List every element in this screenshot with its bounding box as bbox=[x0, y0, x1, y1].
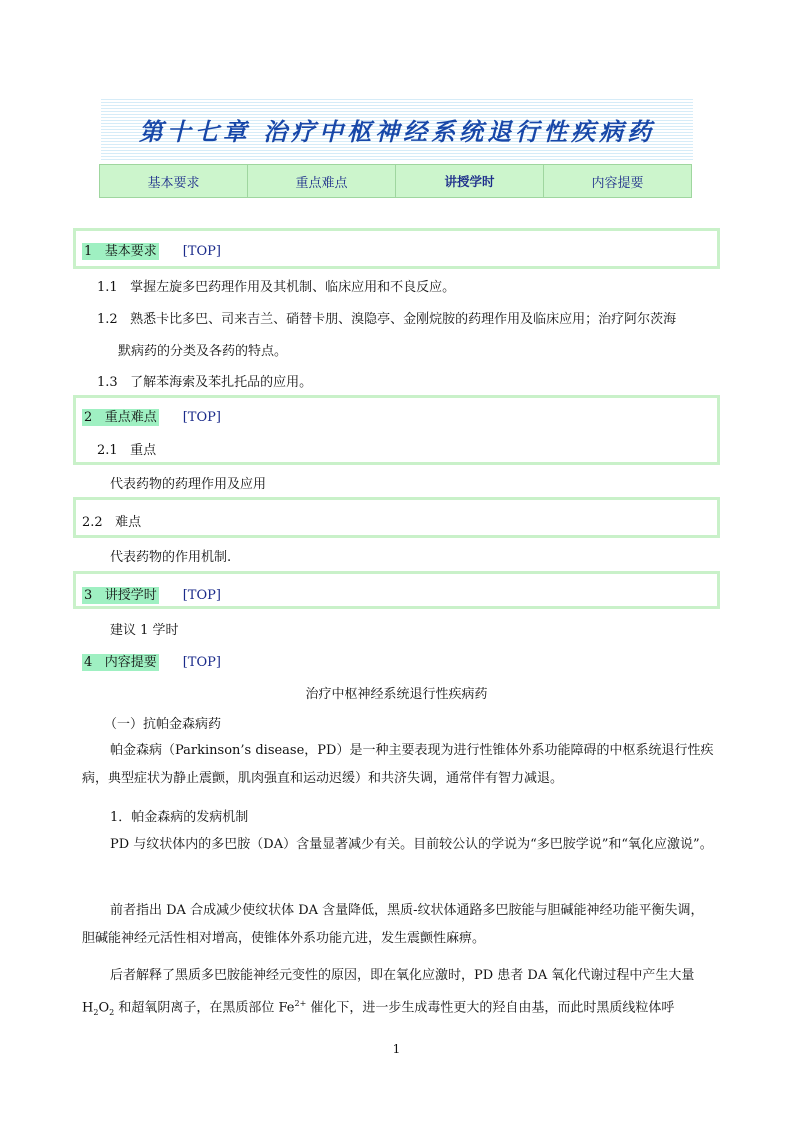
subscript: 2 bbox=[109, 1007, 115, 1017]
subscript: 2 bbox=[93, 1007, 99, 1017]
nav-tabs bbox=[99, 164, 692, 198]
section-3-number: 3 bbox=[84, 588, 93, 603]
content-title: 治疗中枢神经系统退行性疾病药 bbox=[305, 687, 488, 702]
section-1-heading bbox=[82, 240, 221, 259]
section-4-number: 4 bbox=[84, 655, 93, 670]
superscript: 2+ bbox=[294, 999, 307, 1008]
paragraph-4 bbox=[82, 962, 714, 1027]
subsection-2-2-box bbox=[73, 497, 720, 538]
item-number: 1.2 bbox=[97, 312, 118, 327]
item-text: 了解苯海索及苯扎托品的应用。 bbox=[130, 375, 313, 390]
body-text: 帕金森病（Parkinson’s disease，PD）是一种主要表现为进行性锥体外系功能障碍的中枢系统退行性疾病，典型症状为静止震颤，肌肉强直和运动迟缓）和共济失调，通常伴有智力减退。 bbox=[82, 743, 714, 786]
tab-lecture-hours[interactable]: 讲授学时 bbox=[395, 165, 543, 197]
item-1-2 bbox=[97, 308, 676, 327]
body-text: PD 与纹状体内的多巴胺（DA）含量显著减少有关。目前较公认的学说为“多巴胺学说”和“氧化应激说”。 bbox=[110, 837, 713, 852]
item-1-3 bbox=[97, 371, 312, 390]
section-2-heading bbox=[82, 406, 221, 425]
body-text: 代表药物的药理作用及应用 bbox=[110, 477, 267, 492]
subsection-2-2-text bbox=[110, 546, 231, 565]
subsection-label: 难点 bbox=[115, 515, 142, 530]
subsection-label: 重点 bbox=[130, 443, 157, 458]
top-link[interactable]: [TOP] bbox=[182, 655, 221, 670]
body-text: O bbox=[98, 1000, 110, 1016]
page-number: 1 bbox=[392, 1042, 401, 1056]
item-text: 掌握左旋多巴药理作用及其机制、临床应用和不良反应。 bbox=[130, 280, 456, 295]
item-number: 1.1 bbox=[97, 280, 118, 295]
chapter-title: 第十七章 治疗中枢神经系统退行性疾病药 bbox=[138, 116, 656, 146]
section-4-heading bbox=[82, 651, 221, 670]
body-text: 建议 1 学时 bbox=[110, 623, 179, 638]
section-3-label: 讲授学时 bbox=[104, 588, 157, 603]
section-2-number: 2 bbox=[84, 410, 93, 425]
section-1-number: 1 bbox=[84, 244, 93, 259]
subsection-number: 2.1 bbox=[97, 443, 118, 458]
item-text: 熟悉卡比多巴、司来吉兰、硝替卡朋、溴隐亭、金刚烷胺的药理作用及临床应用；治疗阿尔茨海 bbox=[130, 312, 677, 327]
item-1-2-cont bbox=[118, 340, 287, 359]
body-text: 代表药物的作用机制. bbox=[110, 550, 232, 565]
item-text: 默病药的分类及各药的特点。 bbox=[118, 344, 288, 359]
subsection-number: 2.2 bbox=[82, 515, 103, 530]
chapter-banner bbox=[101, 97, 693, 161]
top-link[interactable]: [TOP] bbox=[182, 410, 221, 425]
mechanism-heading: 1．帕金森病的发病机制 bbox=[110, 810, 249, 825]
item-number: 1.3 bbox=[97, 375, 118, 390]
item-1-1 bbox=[97, 276, 455, 295]
top-link[interactable]: [TOP] bbox=[182, 244, 221, 259]
section-1-label: 基本要求 bbox=[104, 244, 157, 259]
section-3-text bbox=[110, 619, 179, 638]
section-4-label: 内容提要 bbox=[104, 655, 157, 670]
paragraph-3 bbox=[82, 897, 714, 953]
section-2-label: 重点难点 bbox=[104, 410, 157, 425]
tab-basic-requirements[interactable]: 基本要求 bbox=[99, 165, 247, 197]
body-text: 催化下，进一步生成毒性更大的羟自由基，而此时黑质线粒体呼 bbox=[306, 1000, 675, 1016]
body-text: 后者解释了黑质多巴胺能神经元变性的原因，即在氧化应激时，PD 患者 DA 氧化代谢过程中产生大量 H bbox=[82, 968, 695, 1016]
top-link[interactable]: [TOP] bbox=[182, 588, 221, 603]
body-text: 和超氧阴离子，在黑质部位 Fe bbox=[114, 1000, 295, 1016]
body-text: 前者指出 DA 合成减少使纹状体 DA 含量降低，黑质-纹状体通路多巴胺能与胆碱能神经功能平衡失调，胆碱能神经元活性相对增高，使锥体外系功能亢进，发生震颤性麻痹。 bbox=[82, 903, 704, 946]
subsection-2-1 bbox=[97, 439, 156, 458]
tab-content-summary[interactable]: 内容提要 bbox=[543, 165, 692, 197]
tab-key-points[interactable]: 重点难点 bbox=[247, 165, 395, 197]
subsection-2-2 bbox=[82, 511, 141, 530]
paragraph-2 bbox=[82, 831, 714, 859]
paragraph-1 bbox=[82, 737, 714, 793]
subheading-antiparkinson: （一）抗帕金森病药 bbox=[104, 717, 222, 732]
subsection-2-1-text bbox=[110, 473, 266, 492]
section-3-heading bbox=[82, 584, 221, 603]
